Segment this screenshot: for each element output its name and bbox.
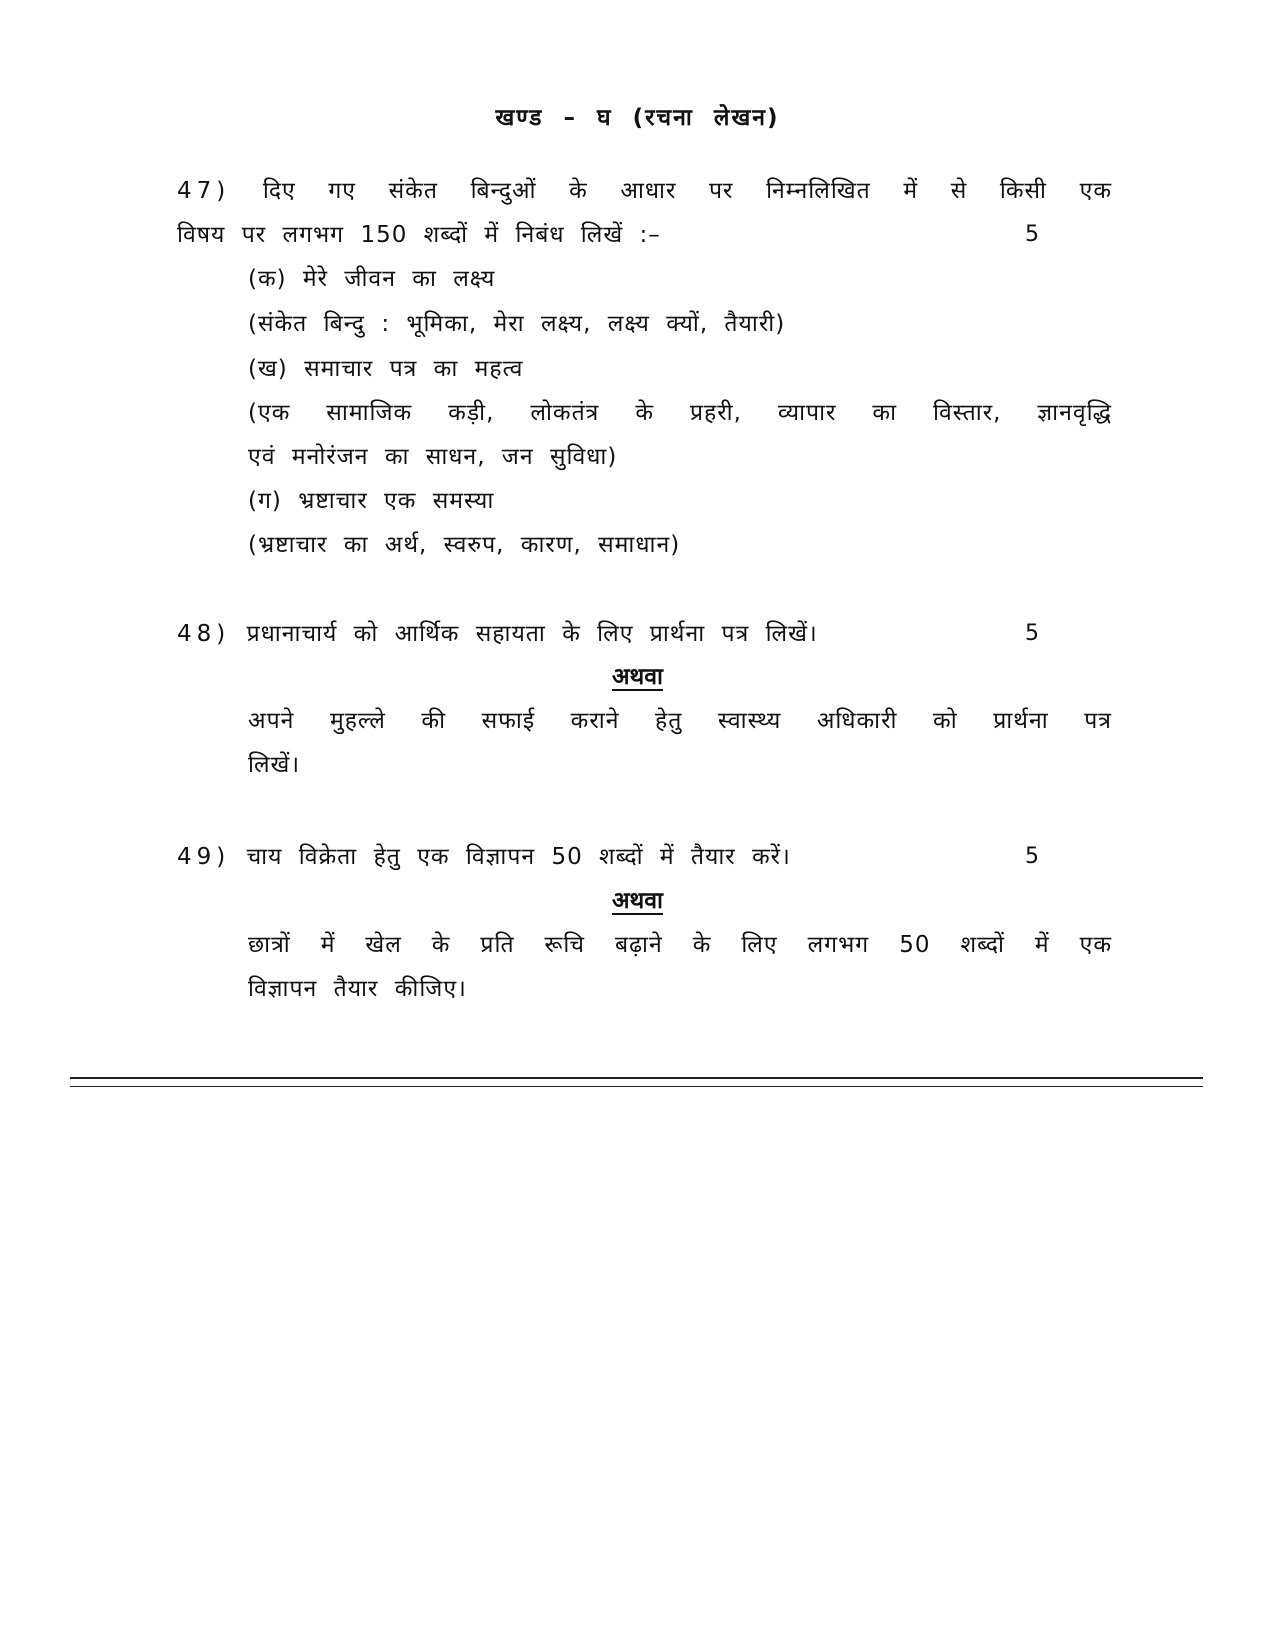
q47-option-a-hint: (संकेत बिन्दु : भूमिका, मेरा लक्ष्य, लक्ष्य क्यों, तैयारी) (248, 311, 786, 337)
q48-alt-line-1: अपने मुहल्ले की सफाई कराने हेतु स्वास्थ्य अधिकारी को प्रार्थना पत्र (248, 708, 1112, 734)
q48-text: प्रधानाचार्य को आर्थिक सहायता के लिए प्रार्थना पत्र लिखें। (246, 621, 818, 647)
q47-text-line-1: दिए गए संकेत बिन्दुओं के आधार पर निम्नलिखित में से किसी एक (262, 178, 1112, 204)
q47-option-b-hint-1: (एक सामाजिक कड़ी, लोकतंत्र के प्रहरी, व्यापार का विस्तार, ज्ञानवृद्धि (248, 400, 1112, 426)
q48-marks: 5 (1025, 621, 1039, 646)
q49-or-text: अथवा (611, 888, 663, 914)
q49-or-label (0, 886, 1275, 916)
q47-number: 47) (177, 178, 231, 204)
end-rule-top (70, 1077, 1203, 1079)
q47-text-line-2: विषय पर लगभग 150 शब्दों में निबंध लिखें :– (177, 222, 661, 248)
q48-line (177, 619, 818, 649)
q49-line (177, 842, 791, 872)
end-rule-bottom (70, 1086, 1203, 1087)
q49-alt-line-2: विज्ञापन तैयार कीजिए। (248, 976, 467, 1002)
q49-alt-line-1: छात्रों में खेल के प्रति रूचि बढ़ाने के लिए लगभग 50 शब्दों में एक (248, 932, 1112, 958)
q47-line-1 (177, 176, 1112, 206)
q47-marks: 5 (1025, 222, 1039, 247)
q49-marks: 5 (1025, 844, 1039, 869)
q48-alt-line-2: लिखें। (248, 752, 301, 778)
q48-or-text: अथवा (611, 664, 663, 690)
q47-option-c-title: (ग) भ्रष्टाचार एक समस्या (248, 488, 495, 514)
q47-option-b-hint-2: एवं मनोरंजन का साधन, जन सुविधा) (248, 444, 618, 470)
q47-option-a-title: (क) मेरे जीवन का लक्ष्य (248, 266, 496, 292)
q48-or-label (0, 662, 1275, 692)
q49-text: चाय विक्रेता हेतु एक विज्ञापन 50 शब्दों में तैयार करें। (246, 844, 791, 870)
q47-option-b-title: (ख) समाचार पत्र का महत्व (248, 356, 524, 382)
section-heading: खण्ड – घ (रचना लेखन) (495, 105, 780, 131)
q49-number: 49) (177, 844, 231, 870)
q47-option-c-hint: (भ्रष्टाचार का अर्थ, स्वरुप, कारण, समाधान) (248, 532, 681, 558)
q48-number: 48) (177, 621, 231, 647)
